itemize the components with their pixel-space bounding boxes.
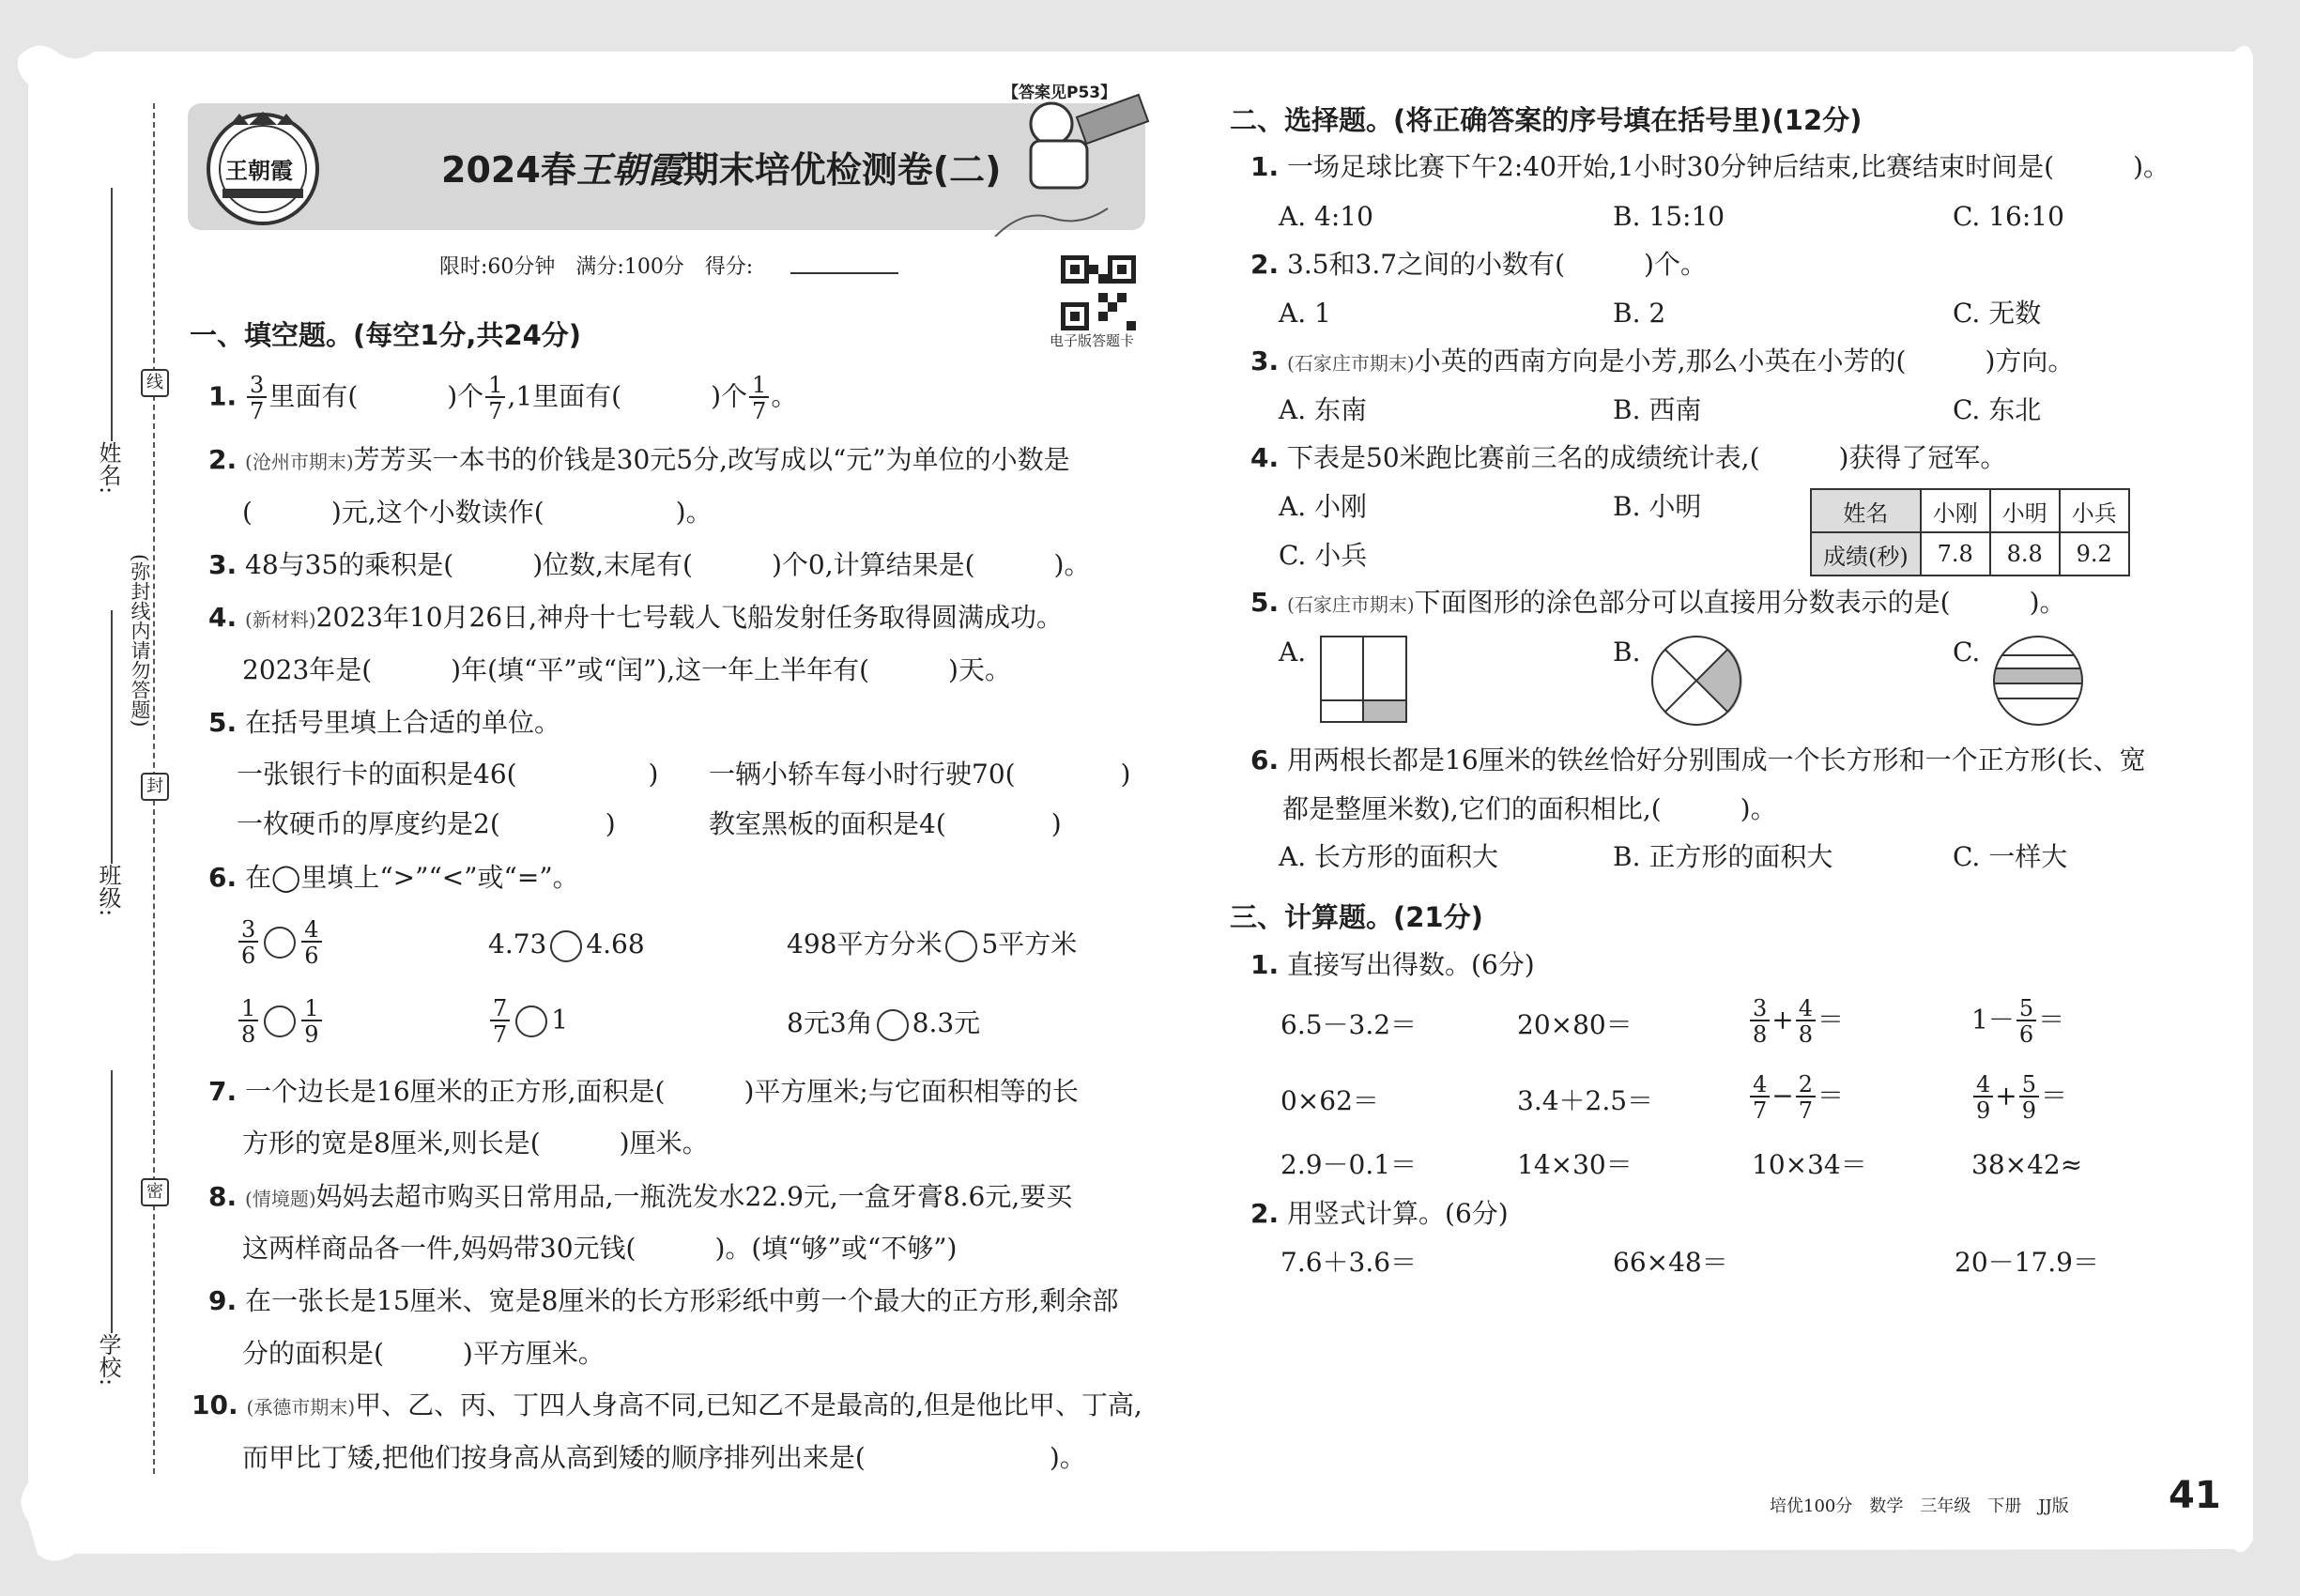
q-text: 直接写出得数。(6分) [1287, 949, 1535, 980]
numerator: 1 [752, 372, 767, 398]
calc-expr-2: 20×80＝ [1517, 1009, 1633, 1040]
school-label: 学校: [95, 1333, 121, 1387]
numerator: 5 [2021, 1071, 2037, 1097]
fraction [1796, 997, 1816, 1046]
mc-q1-option-a[interactable]: A. 4:10 [1279, 201, 1373, 232]
striped-circle-icon [1992, 635, 2084, 727]
q1-text-a: 里面有( [268, 380, 359, 412]
q-number: 4. [1250, 442, 1280, 473]
table-row [1811, 489, 2129, 532]
q-text: 用两根长都是16厘米的铁丝恰好分别围成一个长方形和一个正方形(长、宽 [1287, 744, 2146, 775]
equals: ＝ [2038, 1004, 2065, 1036]
seal-tag-line: 线 [141, 369, 169, 397]
circle-figure-icon [1650, 635, 1742, 727]
mc-q1-option-c[interactable]: C. 16:10 [1953, 201, 2064, 232]
fraction [238, 997, 258, 1046]
q-text: 48与35的乘积是( )位数,末尾有( )个0,计算结果是( )。 [245, 549, 1091, 580]
vertical-calc-2: 66×48＝ [1613, 1247, 1728, 1278]
fraction [1973, 1073, 1993, 1122]
calc-expr-10: 14×30＝ [1517, 1149, 1633, 1180]
compare-circle[interactable] [877, 1009, 909, 1041]
operator: + [1995, 1080, 2017, 1112]
calc-expr-9: 2.9－0.1＝ [1280, 1149, 1418, 1180]
compare-left: 8元3角 [787, 1007, 873, 1038]
calc-expr-12: 38×42≈ [1971, 1149, 2083, 1180]
denominator: 6 [2016, 1020, 2036, 1046]
denominator: 7 [490, 1020, 510, 1046]
table-header-cell: 小明 [1990, 489, 2060, 532]
compare-right: 8.3元 [912, 1007, 981, 1038]
logo-text: 王朝霞 [225, 157, 293, 184]
equals: ＝ [2041, 1080, 2068, 1112]
title-rest: 期末培优检测卷(二) [682, 149, 1002, 191]
denominator: 9 [2019, 1096, 2039, 1122]
q-number: 2. [1250, 249, 1280, 280]
question-10 [192, 1387, 1142, 1426]
denominator: 7 [749, 396, 769, 422]
mc-question-1 [1250, 148, 2170, 186]
table-cell: 成绩(秒) [1811, 532, 1921, 575]
numerator: 1 [488, 372, 503, 398]
question-7 [208, 1073, 1079, 1111]
mc-q2-option-a[interactable]: A. 1 [1279, 298, 1331, 329]
school-line [111, 1070, 113, 1333]
mc-q5-option-a[interactable]: A. [1279, 637, 1307, 668]
compare-left: 4.73 [488, 928, 547, 959]
seal-tag-dense: 密 [141, 1178, 169, 1206]
denominator: 8 [1796, 1020, 1816, 1046]
calc-expr-8 [1971, 1073, 2067, 1122]
question-3 [208, 546, 1090, 584]
mc-question-2 [1250, 246, 1707, 284]
q1-text-c: ,1里面有( [507, 380, 622, 412]
table-header-cell: 小刚 [1921, 489, 1990, 532]
compare-circle[interactable] [945, 930, 977, 962]
denominator: 7 [1796, 1096, 1816, 1122]
question-10-line2: 而甲比丁矮,把他们按身高从高到矮的顺序排列出来是( )。 [242, 1442, 1086, 1473]
seal-notice: (弥封线内请勿答题) [129, 554, 151, 728]
q-text: 在◯里填上“>”“<”或“=”。 [245, 862, 579, 893]
operator: − [1771, 1080, 1794, 1112]
denominator: 6 [301, 941, 321, 967]
q-number: 5. [1250, 587, 1280, 618]
numerator: 3 [241, 916, 256, 943]
vertical-calc-1: 7.6＋3.6＝ [1280, 1247, 1418, 1278]
mc-q3-option-b[interactable]: B. 西南 [1613, 394, 1702, 425]
q1-text-d: )个 [711, 380, 748, 412]
compare-right: 5平方米 [981, 928, 1078, 959]
q-number: 3. [208, 549, 238, 580]
numerator: 5 [2018, 995, 2034, 1021]
mc-q2-option-b[interactable]: B. 2 [1613, 298, 1666, 329]
title-brand: 王朝霞 [575, 148, 683, 191]
vertical-calc-3: 20－17.9＝ [1955, 1247, 2099, 1278]
calc-expr-5: 0×62＝ [1280, 1085, 1379, 1116]
question-9 [208, 1282, 1118, 1320]
numerator: 4 [1976, 1071, 1991, 1097]
mc-q2-option-c[interactable]: C. 无数 [1953, 298, 2042, 329]
calc-question-2 [1250, 1195, 1509, 1233]
question-6 [208, 859, 579, 897]
question-8-line2: 这两样商品各一件,妈妈带30元钱( )。(填“够”或“不够”) [242, 1233, 958, 1264]
q1-text-e: 。 [771, 380, 798, 412]
q-source: (石家庄市期末) [1287, 593, 1415, 616]
q-number: 10. [192, 1389, 238, 1420]
fraction [749, 374, 769, 422]
calc-expr-6: 3.4＋2.5＝ [1517, 1085, 1654, 1116]
name-line [111, 188, 113, 441]
table-cell: 8.8 [1990, 532, 2060, 575]
calc-expr-4 [1971, 997, 2064, 1046]
equals: ＝ [1817, 1080, 1845, 1112]
q-text: 一个边长是16厘米的正方形,面积是( )平方厘米;与它面积相等的长 [245, 1076, 1079, 1107]
numerator: 3 [250, 372, 265, 398]
compare-right: 4.68 [586, 928, 645, 959]
q-text: 在括号里填上合适的单位。 [245, 707, 561, 738]
numerator: 4 [304, 916, 319, 943]
question-4 [208, 599, 1063, 638]
q-source: (石家庄市期末) [1287, 352, 1415, 375]
q6-compare-4 [237, 997, 324, 1046]
q-source: (新材料) [245, 608, 316, 631]
exam-meta: 限时:60分钟 满分:100分 得分: [439, 255, 754, 279]
q-number: 9. [208, 1285, 238, 1316]
denominator: 9 [301, 1020, 321, 1046]
table-header-cell: 姓名 [1811, 489, 1921, 532]
question-8 [208, 1178, 1072, 1218]
fraction [1750, 1073, 1770, 1122]
denominator: 7 [485, 396, 505, 422]
mc-question-4 [1250, 439, 2006, 477]
title-year: 2024春 [441, 149, 576, 191]
q-number: 1. [208, 380, 238, 412]
q5-item-a: 一张银行卡的面积是46( ) [237, 759, 659, 790]
denominator: 8 [238, 1020, 258, 1046]
mc-question-6 [1250, 742, 2146, 779]
q-text: 用竖式计算。(6分) [1287, 1198, 1509, 1229]
q1-text-b: )个 [447, 380, 484, 412]
page-number: 41 [2169, 1474, 2221, 1517]
table-cell: 9.2 [2060, 532, 2129, 575]
section3-title: 三、计算题。(21分) [1230, 901, 1483, 933]
q-text: 下面图形的涂色部分可以直接用分数表示的是( )。 [1414, 587, 2066, 618]
q-number: 6. [1250, 744, 1280, 775]
calc-question-1 [1250, 946, 1535, 984]
calc-expr-7 [1748, 1073, 1844, 1122]
q6-compare-2 [488, 926, 645, 963]
q-text: 在一张长是15厘米、宽是8厘米的长方形彩纸中剪一个最大的正方形,剩余部 [245, 1285, 1119, 1316]
q-source: (沧州市期末) [245, 451, 354, 473]
section1-title: 一、填空题。(每空1分,共24分) [190, 319, 582, 351]
denominator: 6 [238, 941, 258, 967]
square-figure-icon [1319, 635, 1408, 724]
fraction [238, 918, 258, 967]
q-number: 7. [208, 1076, 238, 1107]
q-number: 4. [208, 602, 238, 633]
expr-prefix: 1－ [1971, 1004, 2015, 1036]
class-line [111, 610, 113, 864]
numerator: 2 [1798, 1071, 1814, 1097]
q-text: 2023年10月26日,神舟十七号载人飞船发射任务取得圆满成功。 [315, 602, 1064, 633]
q6-compare-6 [787, 1005, 980, 1042]
score-blank[interactable] [790, 272, 898, 274]
fraction [2019, 1073, 2039, 1122]
q6-compare-5 [488, 997, 568, 1046]
numerator: 7 [493, 995, 508, 1021]
q-source: (承德市期末) [246, 1396, 356, 1419]
question-2-line2: ( )元,这个小数读作( )。 [242, 497, 713, 528]
q-text: 甲、乙、丙、丁四人身高不同,已知乙不是最高的,但是他比甲、丁高, [355, 1389, 1142, 1420]
mc-q5-option-c[interactable]: C. [1953, 637, 1981, 668]
mc-question-6-line2: 都是整厘米数),它们的面积相比,( )。 [1282, 793, 1777, 824]
answer-ref: 【答案见P53】 [1003, 84, 1117, 102]
compare-circle[interactable] [515, 1005, 547, 1037]
page-title [441, 141, 1002, 192]
numerator: 3 [1753, 995, 1768, 1021]
mc-q3-option-c[interactable]: C. 东北 [1953, 394, 2042, 425]
q-number: 8. [208, 1181, 238, 1212]
equals: ＝ [1817, 1004, 1845, 1036]
footer-info: 培优100分 数学 三年级 下册 JJ版 [1770, 1496, 2069, 1516]
q-number: 2. [208, 444, 238, 475]
fraction [490, 997, 510, 1046]
table-row [1811, 532, 2129, 575]
q5-item-c: 一枚硬币的厚度约是2( ) [237, 808, 616, 839]
mc-q4-option-b[interactable]: B. 小明 [1613, 491, 1702, 522]
denominator: 7 [1750, 1096, 1770, 1122]
fraction [1796, 1073, 1816, 1122]
q-number: 6. [208, 862, 238, 893]
numerator: 1 [304, 995, 319, 1021]
q-text: 小英的西南方向是小芳,那么小英在小芳的( )方向。 [1414, 345, 2075, 376]
q-number: 3. [1250, 345, 1280, 376]
mc-q6-option-b[interactable]: B. 正方形的面积大 [1613, 841, 1833, 872]
numerator: 4 [1798, 995, 1814, 1021]
qr-label: 电子版答题卡 [1050, 332, 1135, 349]
denominator: 9 [1973, 1096, 1993, 1122]
fraction [301, 918, 321, 967]
q6-compare-3 [787, 926, 1077, 963]
qr-code-icon[interactable] [1061, 255, 1136, 330]
class-label: 班级: [95, 864, 121, 917]
mc-q3-option-a[interactable]: A. 东南 [1279, 394, 1368, 425]
mc-q6-option-c[interactable]: C. 一样大 [1953, 841, 2068, 872]
mc-q4-option-c[interactable]: C. 小兵 [1279, 540, 1368, 571]
q-text: 一场足球比赛下午2:40开始,1小时30分钟后结束,比赛结束时间是( )。 [1287, 151, 2170, 182]
mc-q1-option-b[interactable]: B. 15:10 [1613, 201, 1725, 232]
q-number: 2. [1250, 1198, 1280, 1229]
mc-q5-option-b[interactable]: B. [1613, 637, 1641, 668]
mc-q6-option-a[interactable]: A. 长方形的面积大 [1279, 841, 1499, 872]
question-1 [208, 374, 797, 422]
name-label: 姓名: [95, 441, 121, 495]
fraction [1750, 997, 1770, 1046]
numerator: 4 [1753, 1071, 1768, 1097]
mascot-icon [986, 86, 1164, 237]
q-number: 1. [1250, 949, 1280, 980]
table-cell: 7.8 [1921, 532, 1990, 575]
calc-expr-3 [1748, 997, 1844, 1046]
seal-tag-seal: 封 [141, 773, 169, 801]
compare-circle[interactable] [550, 930, 582, 962]
q-text: 3.5和3.7之间的小数有( )个。 [1287, 249, 1707, 280]
mc-q4-option-a[interactable]: A. 小刚 [1279, 491, 1368, 522]
fraction [2016, 997, 2036, 1046]
numerator: 1 [241, 995, 256, 1021]
section2-title: 二、选择题。(将正确答案的序号填在括号里)(12分) [1230, 104, 1863, 136]
compare-circle[interactable] [264, 927, 296, 959]
q5-item-d: 教室黑板的面积是4( ) [709, 808, 1062, 839]
fraction [301, 997, 321, 1046]
mc-question-3 [1250, 343, 2074, 382]
denominator: 8 [1750, 1020, 1770, 1046]
q5-item-b: 一辆小轿车每小时行驶70( ) [709, 759, 1131, 790]
fraction [247, 374, 267, 422]
question-4-line2: 2023年是( )年(填“平”或“闰”),这一年上半年有( )天。 [242, 654, 1011, 685]
q-text: 下表是50米跑比赛前三名的成绩统计表,( )获得了冠军。 [1287, 442, 2007, 473]
calc-expr-11: 10×34＝ [1752, 1149, 1867, 1180]
mc-question-5 [1250, 584, 2066, 623]
q-text: 妈妈去超市购买日常用品,一瓶洗发水22.9元,一盒牙膏8.6元,要买 [315, 1181, 1073, 1212]
table-header-cell: 小兵 [2060, 489, 2129, 532]
compare-right: 1 [551, 1004, 569, 1036]
question-7-line2: 方形的宽是8厘米,则长是( )厘米。 [242, 1128, 709, 1159]
calc-expr-1: 6.5－3.2＝ [1280, 1009, 1418, 1040]
results-table [1810, 488, 2130, 576]
denominator: 7 [247, 396, 267, 422]
fraction [485, 374, 505, 422]
operator: + [1771, 1004, 1794, 1036]
q-source: (情境题) [245, 1188, 316, 1210]
compare-circle[interactable] [264, 1005, 296, 1037]
q-text: 芳芳买一本书的价钱是30元5分,改写成以“元”为单位的小数是 [353, 444, 1070, 475]
question-9-line2: 分的面积是( )平方厘米。 [242, 1338, 605, 1369]
compare-left: 498平方分米 [787, 928, 943, 959]
q6-compare-1 [237, 918, 324, 967]
q-number: 5. [208, 707, 238, 738]
question-5 [208, 704, 560, 742]
q-number: 1. [1250, 151, 1280, 182]
question-2 [208, 441, 1070, 481]
